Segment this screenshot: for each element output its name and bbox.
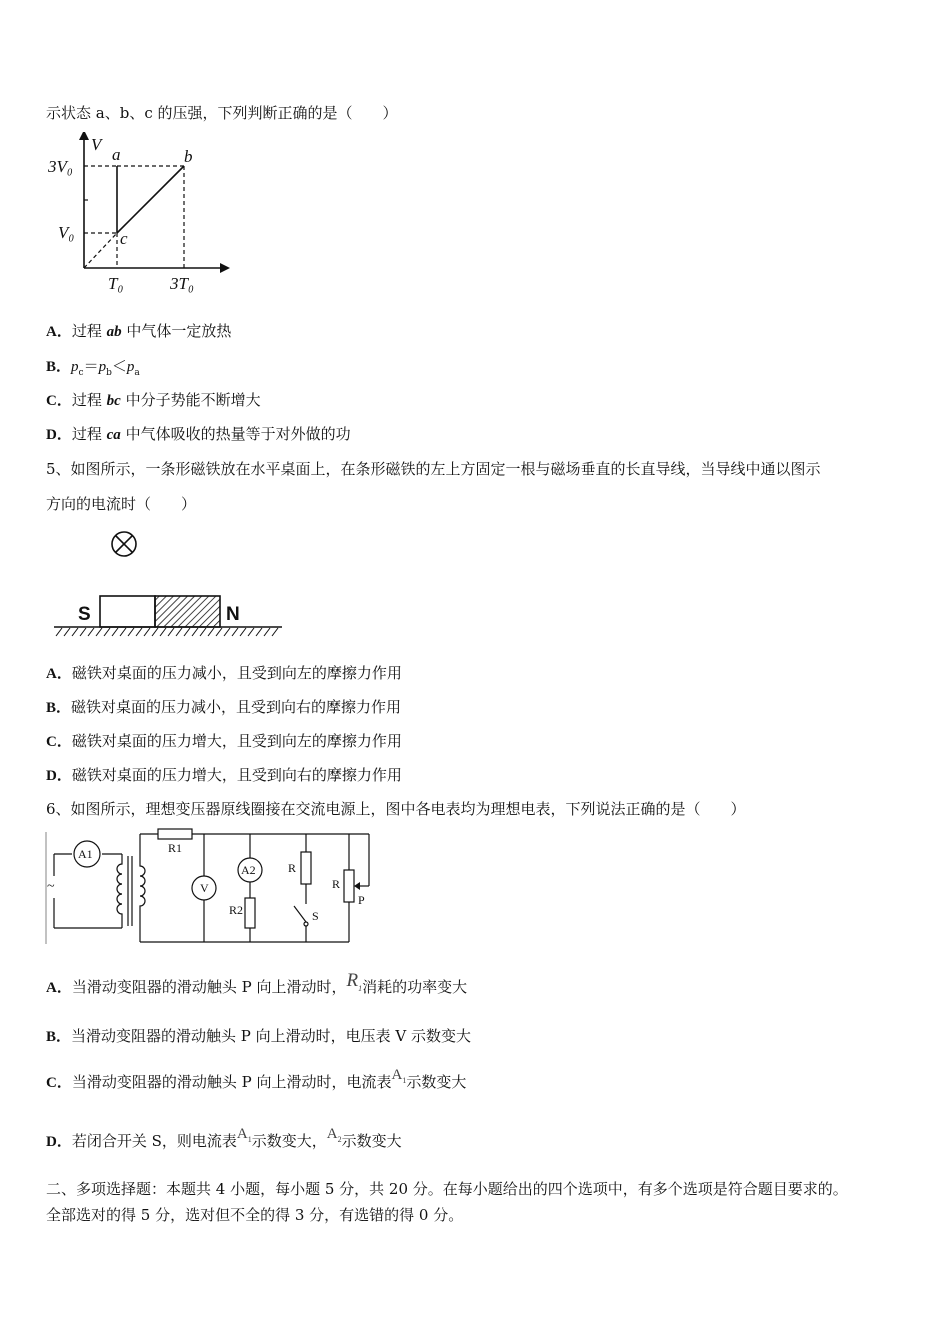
x-tick-t0: T₀ [108,274,124,293]
q5-option-a: A．磁铁对桌面的压力减小，且受到向左的摩擦力作用 [46,664,402,682]
x-tick-3t0: 3T₀ [170,274,194,293]
q6-option-c: C．当滑动变阻器的滑动触头 P 向上滑动时，电流表$A_1$示数变大 [46,1067,467,1091]
q5-stem-line2: 方向的电流时（ ） [46,495,197,513]
q5-option-b: B．磁铁对桌面的压力减小，且受到向右的摩擦力作用 [46,698,402,716]
point-a-label: a [112,145,121,164]
q4-vt-graph [44,132,234,297]
q6-option-b: B．当滑动变阻器的滑动触头 P 向上滑动时，电压表 V 示数变大 [46,1027,472,1045]
variable-resistor-label: R [332,877,341,891]
pole-s-label: S [78,604,91,625]
ac-source-icon: ~ [47,879,55,894]
tabletop-hatching [56,628,278,636]
switch-s-label: S [312,909,319,923]
q5-option-c: C．磁铁对桌面的压力增大，且受到向左的摩擦力作用 [46,732,402,750]
resistor-r1-label: R1 [168,841,183,855]
resistor-r2-label: R2 [229,903,244,917]
y-tick-3v0: 3V₀ [48,157,73,176]
q6-stem: 6、如图所示，理想变压器原线圈接在交流电源上，图中各电表均为理想电表，下列说法正确的是（ ） [46,800,746,818]
q6-option-d: D．若闭合开关 S，则电流表$A_1$示数变大，$A_2$示数变大 [46,1126,402,1150]
point-c-label: c [120,229,128,248]
section2-line1: 二、多项选择题：本题共 4 小题，每小题 5 分，共 20 分。在每小题给出的四个选项中，有多个选项是符合题目要求的。 [46,1180,848,1198]
magnet-s-half [100,596,155,627]
q4-option-b: B． $p_c=p_b<p_a$ [46,357,140,378]
q5-stem-line1: 5、如图所示，一条形磁铁放在水平桌面上，在条形磁铁的左上方固定一根与磁场垂直的长直导线，当导线中通以图示 [46,460,821,478]
magnet-n-half [155,596,220,627]
point-b-label: b [184,147,193,166]
q6-transformer-circuit [44,826,374,948]
q5-option-d: D．磁铁对桌面的压力增大，且受到向右的摩擦力作用 [46,766,402,784]
q4-option-d: D．过程 ca 中气体吸收的热量等于对外做的功 [46,425,351,443]
slider-p-label: P [358,893,365,907]
q4-stem: 示状态 a、b、c 的压强，下列判断正确的是（ ） [46,104,398,122]
meter-a2-label: A2 [241,863,256,877]
q4-option-c: C．过程 bc 中分子势能不断增大 [46,391,261,409]
q5-magnet-figure [50,528,290,646]
q6-option-a: A．当滑动变阻器的滑动触头 P 向上滑动时，$R_1$消耗的功率变大 [46,970,468,996]
section2-line2: 全部选对的得 5 分，选对但不全的得 3 分，有选错的得 0 分。 [46,1206,464,1224]
resistor-r-label: R [288,861,297,875]
meter-a1-label: A1 [78,847,93,861]
pole-n-label: N [226,604,240,625]
meter-v-label: V [200,881,209,895]
current-into-page-icon [112,532,136,556]
q4-option-a: A．过程 ab 中气体一定放热 [46,322,232,340]
y-axis-label: V [91,135,102,154]
y-tick-v0: V₀ [58,223,75,242]
